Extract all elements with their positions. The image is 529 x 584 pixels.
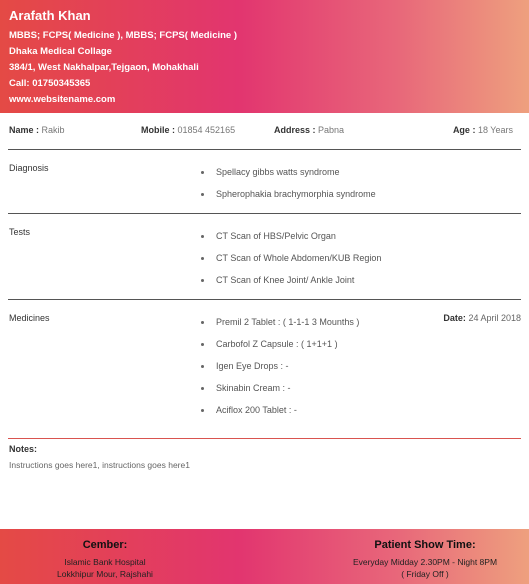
bullet-icon <box>201 171 204 174</box>
patient-name-value: Rakib <box>41 125 65 135</box>
bullet-icon <box>201 343 204 346</box>
date-label: Date: <box>443 313 466 323</box>
patient-address-value: Pabna <box>318 125 345 135</box>
doctor-name: Arafath Khan <box>9 8 91 23</box>
divider-notes <box>8 438 521 439</box>
patient-mobile-value: 01854 452165 <box>177 125 236 135</box>
bullet-icon <box>201 257 204 260</box>
patient-age-value: 18 Years <box>477 125 513 135</box>
show-time-title: Patient Show Time: <box>374 539 476 551</box>
list-item: CT Scan of Knee Joint/ Ankle Joint <box>200 274 381 296</box>
divider-patient <box>8 149 521 150</box>
prescription-date <box>443 313 521 323</box>
medicines-title: Medicines <box>9 313 50 323</box>
bullet-icon <box>201 365 204 368</box>
patient-name <box>9 125 65 135</box>
bullet-icon <box>201 409 204 412</box>
list-item: Aciflox 200 Tablet : - <box>200 404 359 426</box>
show-time-line-2: ( Friday Off ) <box>401 569 449 579</box>
doctor-phone: Call: 01750345365 <box>9 78 91 89</box>
chamber-line-2: Lokkhipur Mour, Rajshahi <box>57 569 153 579</box>
prescription-header <box>0 0 529 113</box>
list-item: Premil 2 Tablet : ( 1-1-1 3 Mounths ) <box>200 316 359 338</box>
list-item: Skinabin Cream : - <box>200 382 359 404</box>
list-item: CT Scan of HBS/Pelvic Organ <box>200 230 381 252</box>
tests-title: Tests <box>9 227 31 237</box>
patient-info-row <box>9 125 514 139</box>
bullet-icon <box>201 387 204 390</box>
doctor-degrees: MBBS; FCPS( Medicine ), MBBS; FCPS( Medicine ) <box>9 30 238 41</box>
bullet-icon <box>201 321 204 324</box>
tests-list <box>200 230 381 296</box>
chamber-info <box>20 539 190 580</box>
notes-title: Notes: <box>9 444 38 454</box>
list-item: Spellacy gibbs watts syndrome <box>200 166 376 188</box>
doctor-website[interactable]: www.websitename.com <box>9 94 116 105</box>
list-item: Carbofol Z Capsule : ( 1+1+1 ) <box>200 338 359 360</box>
list-item: Spherophakia brachymorphia syndrome <box>200 188 376 210</box>
bullet-icon <box>201 235 204 238</box>
divider-tests <box>8 299 521 300</box>
diagnosis-list <box>200 166 376 210</box>
show-time-info <box>330 539 520 580</box>
date-value: 24 April 2018 <box>468 313 521 323</box>
bullet-icon <box>201 279 204 282</box>
show-time-line-1: Everyday Midday 2.30PM - Night 8PM <box>352 557 498 567</box>
patient-address <box>274 125 344 135</box>
patient-age <box>453 125 513 135</box>
patient-mobile <box>141 125 235 135</box>
chamber-title: Cember: <box>82 539 128 551</box>
list-item: CT Scan of Whole Abdomen/KUB Region <box>200 252 381 274</box>
prescription-footer <box>0 529 529 584</box>
list-item: Igen Eye Drops : - <box>200 360 359 382</box>
patient-age-label: Age : <box>452 125 476 135</box>
patient-address-label: Address : <box>274 125 316 135</box>
diagnosis-title: Diagnosis <box>9 163 49 173</box>
patient-name-label: Name : <box>9 125 40 135</box>
patient-mobile-label: Mobile : <box>141 125 175 135</box>
divider-diagnosis <box>8 213 521 214</box>
medicines-list <box>200 316 359 426</box>
doctor-address: 384/1, West Nakhalpar,Tejgaon, Mohakhali <box>9 62 199 73</box>
bullet-icon <box>201 193 204 196</box>
chamber-line-1: Islamic Bank Hospital <box>64 557 146 567</box>
doctor-college: Dhaka Medical Collage <box>9 46 112 57</box>
notes-text: Instructions goes here1, instructions goes here1 <box>9 460 190 470</box>
